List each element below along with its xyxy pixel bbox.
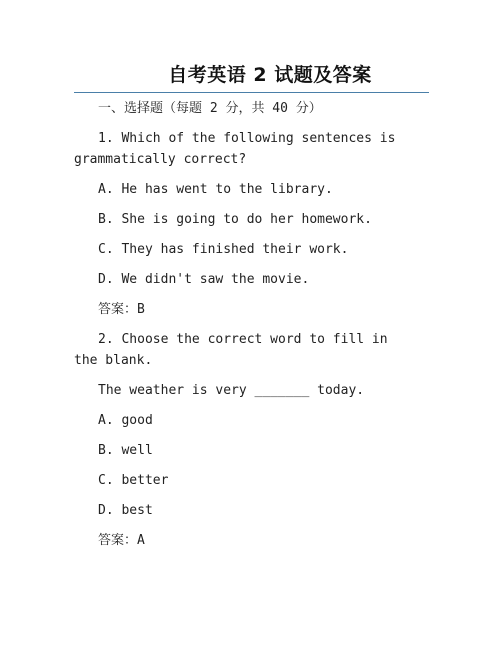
question-2-option-a: A. good [98, 413, 153, 428]
question-2-option-c: C. better [98, 473, 169, 488]
question-1-option-a: A. He has went to the library. [98, 182, 333, 197]
section-heading: 一、选择题（每题 2 分，共 40 分） [98, 101, 322, 116]
title-divider [74, 92, 429, 93]
document-title: 自考英语 2 试题及答案 [168, 64, 372, 86]
question-1-option-d: D. We didn't saw the movie. [98, 272, 310, 287]
question-2: 2. Choose the correct word to fill in the blank. [74, 332, 396, 368]
question-1-answer: 答案：B [98, 302, 145, 317]
question-2-option-b: B. well [98, 443, 153, 458]
document-body [74, 98, 414, 560]
question-1: 1. Which of the following sentences is grammatically correct? [74, 131, 404, 167]
question-2-answer: 答案：A [98, 533, 145, 548]
question-1-option-c: C. They has finished their work. [98, 242, 349, 257]
question-2-option-d: D. best [98, 503, 153, 518]
question-2-sentence: The weather is very _______ today. [98, 383, 365, 398]
question-1-option-b: B. She is going to do her homework. [98, 212, 372, 227]
